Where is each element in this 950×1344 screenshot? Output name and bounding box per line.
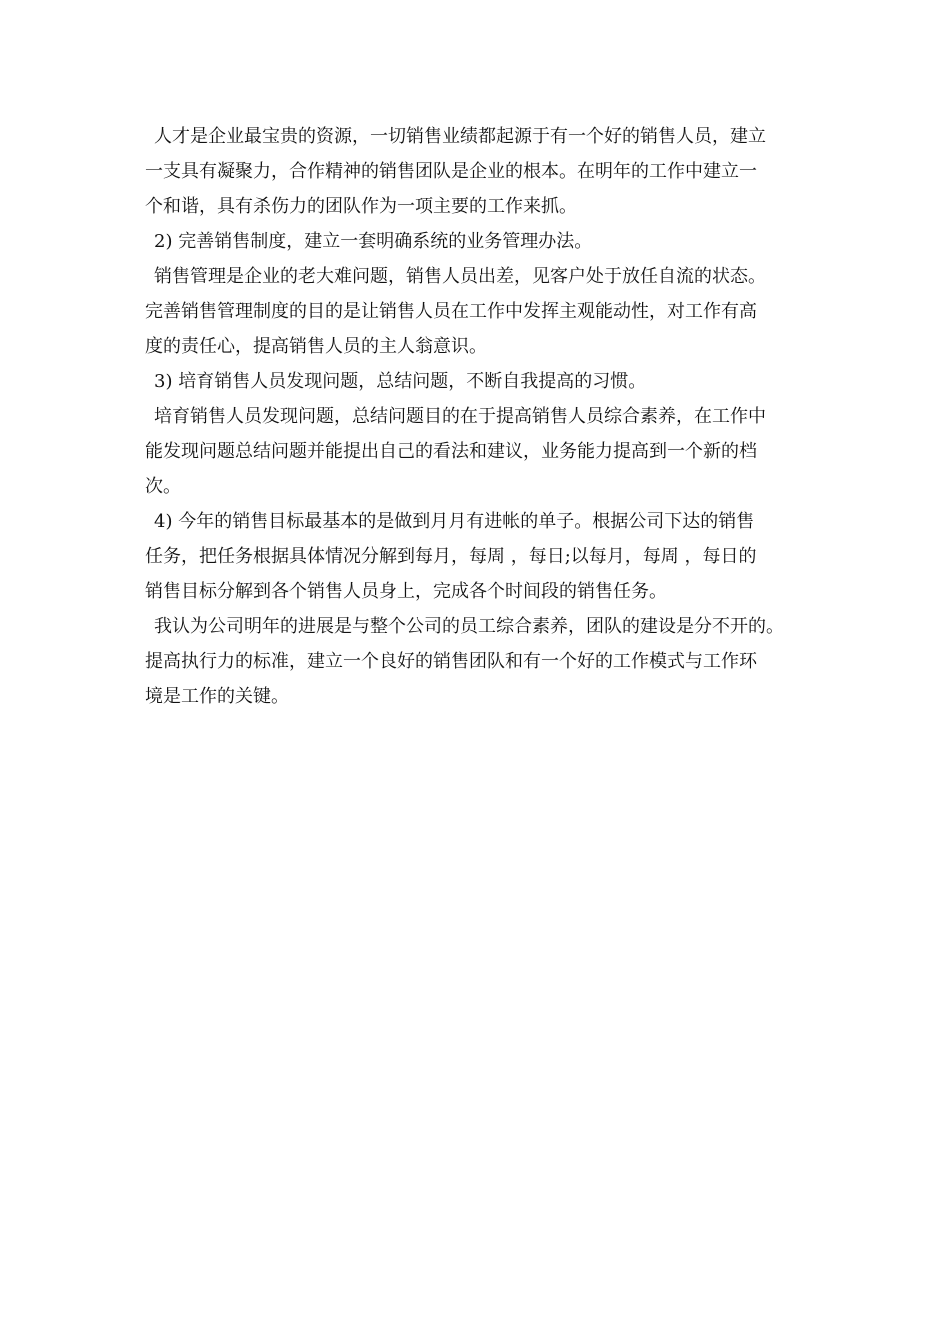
- paragraph-line: 一支具有凝聚力，合作精神的销售团队是企业的根本。在明年的工作中建立一: [145, 161, 757, 182]
- paragraph-line: 次。: [145, 476, 181, 497]
- paragraph-line: 度的责任心，提高销售人员的主人翁意识。: [145, 336, 487, 357]
- paragraph-line: 人才是企业最宝贵的资源，一切销售业绩都起源于有一个好的销售人员，建立: [154, 126, 766, 147]
- section-heading-2: 2) 完善销售制度，建立一套明确系统的业务管理办法。: [154, 231, 593, 252]
- paragraph-line: 销售目标分解到各个销售人员身上，完成各个时间段的销售任务。: [145, 581, 667, 602]
- paragraph-line: 我认为公司明年的进展是与整个公司的员工综合素养，团队的建设是分不开的。: [154, 616, 784, 637]
- paragraph-line: 完善销售管理制度的目的是让销售人员在工作中发挥主观能动性，对工作有高: [145, 301, 757, 322]
- document-body: [145, 119, 825, 714]
- paragraph-line: 任务，把任务根据具体情况分解到每月，每周 ，每日;以每月，每周 ，每日的: [145, 546, 757, 567]
- paragraph-line: 个和谐，具有杀伤力的团队作为一项主要的工作来抓。: [145, 196, 577, 217]
- paragraph-line: 提高执行力的标准，建立一个良好的销售团队和有一个好的工作模式与工作环: [145, 651, 757, 672]
- paragraph-line: 境是工作的关键。: [145, 686, 289, 707]
- paragraph-line: 销售管理是企业的老大难问题，销售人员出差，见客户处于放任自流的状态。: [154, 266, 766, 287]
- paragraph-line: 能发现问题总结问题并能提出自己的看法和建议，业务能力提高到一个新的档: [145, 441, 757, 462]
- paragraph-line: 培育销售人员发现问题，总结问题目的在于提高销售人员综合素养，在工作中: [154, 406, 766, 427]
- section-heading-3: 3) 培育销售人员发现问题，总结问题，不断自我提高的习惯。: [154, 371, 647, 392]
- section-heading-4: 4) 今年的销售目标最基本的是做到月月有进帐的单子。根据公司下达的销售: [154, 511, 755, 532]
